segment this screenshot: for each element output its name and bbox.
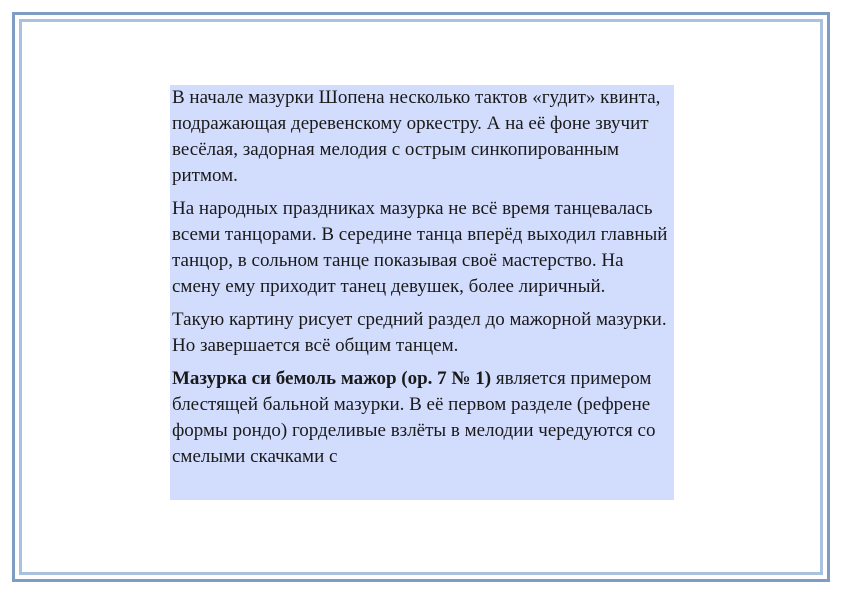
- paragraph-middle-section: [172, 307, 670, 359]
- paragraph-b-flat-mazurka-text: является примером блестящей бальной мазурки. В её первом разделе (рефрене формы рондо) горделивые взлёты в мелодии чередуются со смелыми скачками с: [172, 368, 656, 467]
- mazurka-title-bold: Мазурка си бемоль мажор (ор. 7 № 1): [172, 368, 492, 389]
- paragraph-folk-festivals-text: На народных праздниках мазурка не всё время танцевалась всеми танцорами. В середине танца вперёд выходил главный танцор, в сольном танце показывая своё мастерство. На смену ему приходит танец девушек, более лиричный.: [172, 198, 668, 297]
- paragraph-intro-text: В начале мазурки Шопена несколько тактов «гудит» квинта, подражающая деревенскому оркестру. А на её фоне звучит весёлая, задорная мелодия с острым синкопированным ритмом.: [172, 87, 661, 186]
- paragraph-folk-festivals: [172, 196, 670, 300]
- text-block: [170, 85, 674, 500]
- paragraph-intro: [172, 85, 670, 189]
- paragraph-middle-section-text: Такую картину рисует средний раздел до мажорной мазурки. Но завершается всё общим танцем.: [172, 309, 667, 356]
- paragraph-b-flat-mazurka: [172, 366, 670, 470]
